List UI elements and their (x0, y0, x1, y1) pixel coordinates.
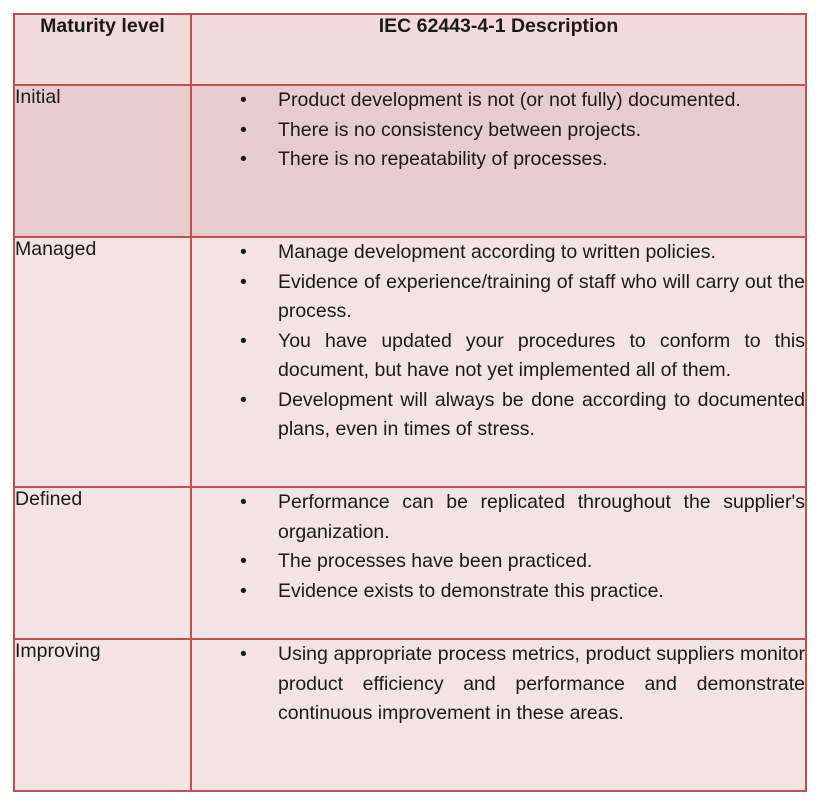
list-item (192, 488, 805, 547)
list-item (192, 238, 805, 268)
maturity-level-cell: Defined (14, 487, 191, 639)
bullet-icon: • (240, 148, 247, 170)
description-list (192, 238, 805, 445)
table-row (14, 639, 806, 791)
description-list (192, 640, 805, 729)
list-item (192, 640, 805, 729)
list-item-text: Evidence of experience/training of staff who will carry out the process. (278, 270, 805, 322)
maturity-level-cell: Managed (14, 237, 191, 487)
list-item-text: There is no repeatability of processes. (278, 148, 608, 170)
list-item (192, 116, 805, 146)
list-item-text: Using appropriate process metrics, product suppliers monitor product efficiency and performance and demonstrate continuous improvement in these areas. (278, 643, 805, 724)
description-cell (191, 85, 806, 237)
bullet-icon: • (240, 241, 247, 263)
header-description: IEC 62443-4-1 Description (191, 14, 806, 85)
list-item (192, 86, 805, 116)
bullet-icon: • (240, 550, 247, 572)
table-row (14, 237, 806, 487)
list-item-text: Evidence exists to demonstrate this practice. (278, 579, 664, 602)
bullet-icon: • (240, 643, 247, 665)
description-list (192, 488, 805, 606)
list-item-text: You have updated your procedures to conform to this document, but have not yet implemented all of them. (278, 329, 805, 381)
list-item (192, 145, 805, 175)
maturity-table (13, 13, 807, 792)
list-item (192, 386, 805, 445)
list-item-text: Manage development according to written policies. (278, 241, 716, 263)
header-maturity-level: Maturity level (14, 14, 191, 85)
list-item (192, 547, 805, 577)
table-row (14, 85, 806, 237)
list-item (192, 577, 805, 607)
description-list (192, 86, 805, 175)
bullet-icon: • (240, 89, 247, 111)
bullet-icon: • (240, 491, 247, 513)
bullet-icon: • (240, 270, 247, 293)
list-item (192, 327, 805, 386)
header-row (14, 14, 806, 85)
bullet-icon: • (240, 118, 247, 141)
bullet-icon: • (240, 329, 247, 352)
maturity-level-cell: Improving (14, 639, 191, 791)
list-item-text: There is no consistency between projects. (278, 118, 642, 141)
list-item-text: Performance can be replicated throughout the supplier's organization. (278, 491, 805, 543)
table-row (14, 487, 806, 639)
list-item-text: The processes have been practiced. (278, 550, 593, 572)
description-cell (191, 487, 806, 639)
bullet-icon: • (240, 388, 247, 411)
list-item-text: Product development is not (or not fully) documented. (278, 89, 741, 111)
list-item (192, 268, 805, 327)
bullet-icon: • (240, 579, 247, 602)
description-cell (191, 237, 806, 487)
list-item-text: Development will always be done according to documented plans, even in times of stress. (278, 388, 805, 440)
description-cell (191, 639, 806, 791)
maturity-level-cell: Initial (14, 85, 191, 237)
